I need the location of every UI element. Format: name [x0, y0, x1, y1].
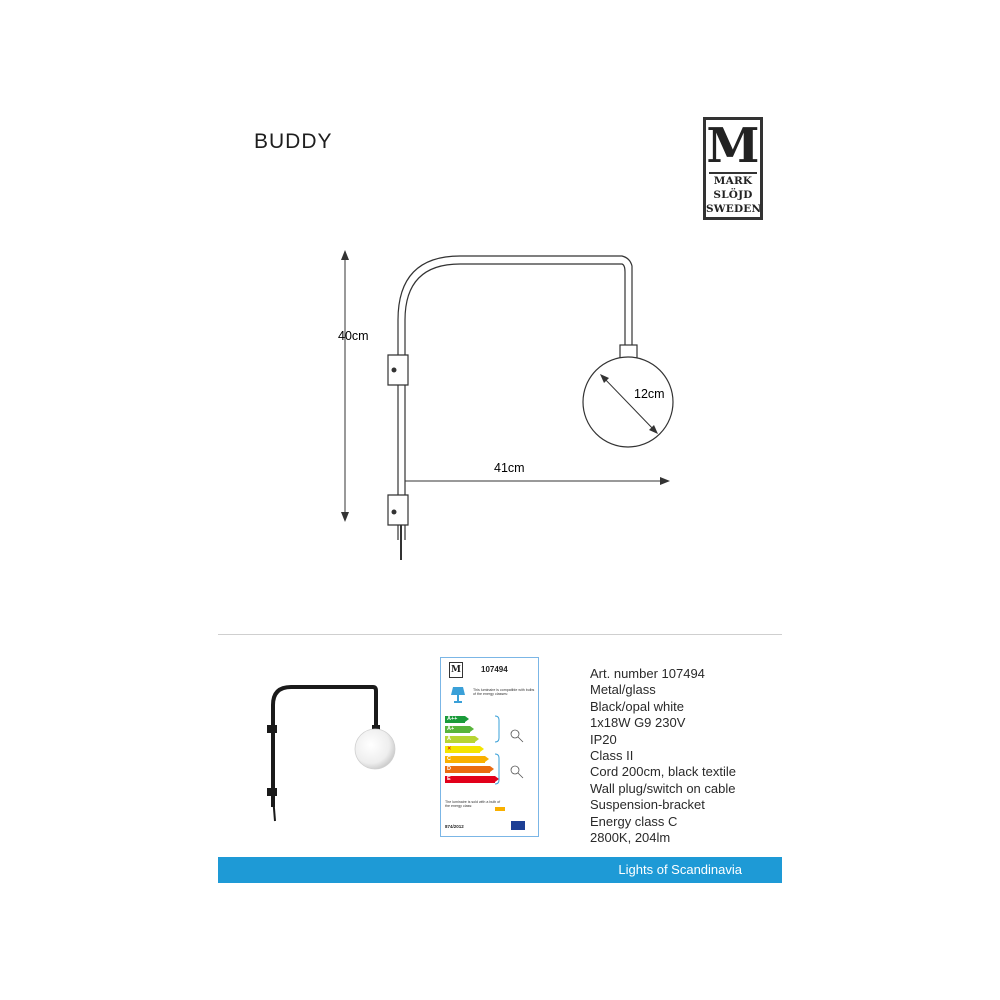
energy-class-a-plus: A+: [445, 726, 470, 733]
spec-item: Class II: [590, 748, 634, 764]
energy-class-b: ✕: [445, 746, 480, 753]
spec-item: 1x18W G9 230V: [590, 715, 686, 731]
spec-item: Cord 200cm, black textile: [590, 764, 736, 780]
width-arrow: [660, 477, 670, 485]
energy-label-article: 107494: [481, 665, 508, 674]
spec-item: Metal/glass: [590, 682, 656, 698]
footer-banner: [218, 857, 782, 883]
spec-item: 2800K, 204lm: [590, 830, 671, 846]
logo-line-1: MARK: [713, 175, 753, 187]
upper-bracket: [388, 355, 408, 385]
sold-class-marker: [495, 807, 505, 811]
bulb-brackets: [493, 714, 535, 786]
energy-label: [440, 657, 539, 837]
eu-flag-icon: [511, 821, 525, 830]
divider: [218, 634, 782, 635]
lamp-icon: [450, 686, 466, 704]
energy-regulation: 874/2012: [445, 824, 464, 829]
product-lower-bracket: [267, 788, 277, 796]
height-arrow-bottom: [341, 512, 349, 522]
height-label: 40cm: [338, 329, 369, 343]
glass-globe: [583, 357, 673, 447]
width-label: 41cm: [494, 461, 525, 475]
lower-bracket-screw: [392, 510, 397, 515]
spec-item: Suspension-bracket: [590, 797, 705, 813]
energy-sold-text: The luminaire is sold with a bulb of the energy class:: [445, 800, 501, 809]
energy-class-c: C: [445, 756, 485, 763]
logo-letter: M: [706, 118, 760, 174]
spec-item: IP20: [590, 731, 617, 747]
product-image: [255, 675, 400, 825]
energy-compat-text: This luminaire is compatible with bulbs of the energy classes:: [473, 688, 535, 697]
energy-class-d: D: [445, 766, 490, 773]
energy-class-a-plus-plus: A++: [445, 716, 465, 723]
energy-label-logo: [449, 662, 463, 678]
energy-class-e: E: [445, 776, 495, 783]
banner-text: Lights of Scandinavia: [618, 862, 742, 877]
lower-bracket: [388, 495, 408, 525]
spec-item: Black/opal white: [590, 698, 684, 714]
spec-list: [590, 666, 736, 846]
spec-item: Art. number 107494: [590, 666, 705, 681]
logo-line-3: SWEDEN: [706, 203, 762, 215]
product-title: BUDDY: [254, 130, 333, 153]
svg-text:M: M: [451, 665, 461, 675]
bulb-socket: [620, 345, 637, 358]
product-globe: [355, 729, 395, 769]
height-arrow-top: [341, 250, 349, 260]
energy-class-a: A: [445, 736, 475, 743]
spec-item: Wall plug/switch on cable: [590, 780, 736, 796]
product-upper-bracket: [267, 725, 277, 733]
spec-item: Energy class C: [590, 813, 678, 829]
upper-bracket-screw: [392, 368, 397, 373]
logo-line-2: SLÖJD: [713, 189, 753, 201]
globe-label: 12cm: [634, 387, 665, 401]
